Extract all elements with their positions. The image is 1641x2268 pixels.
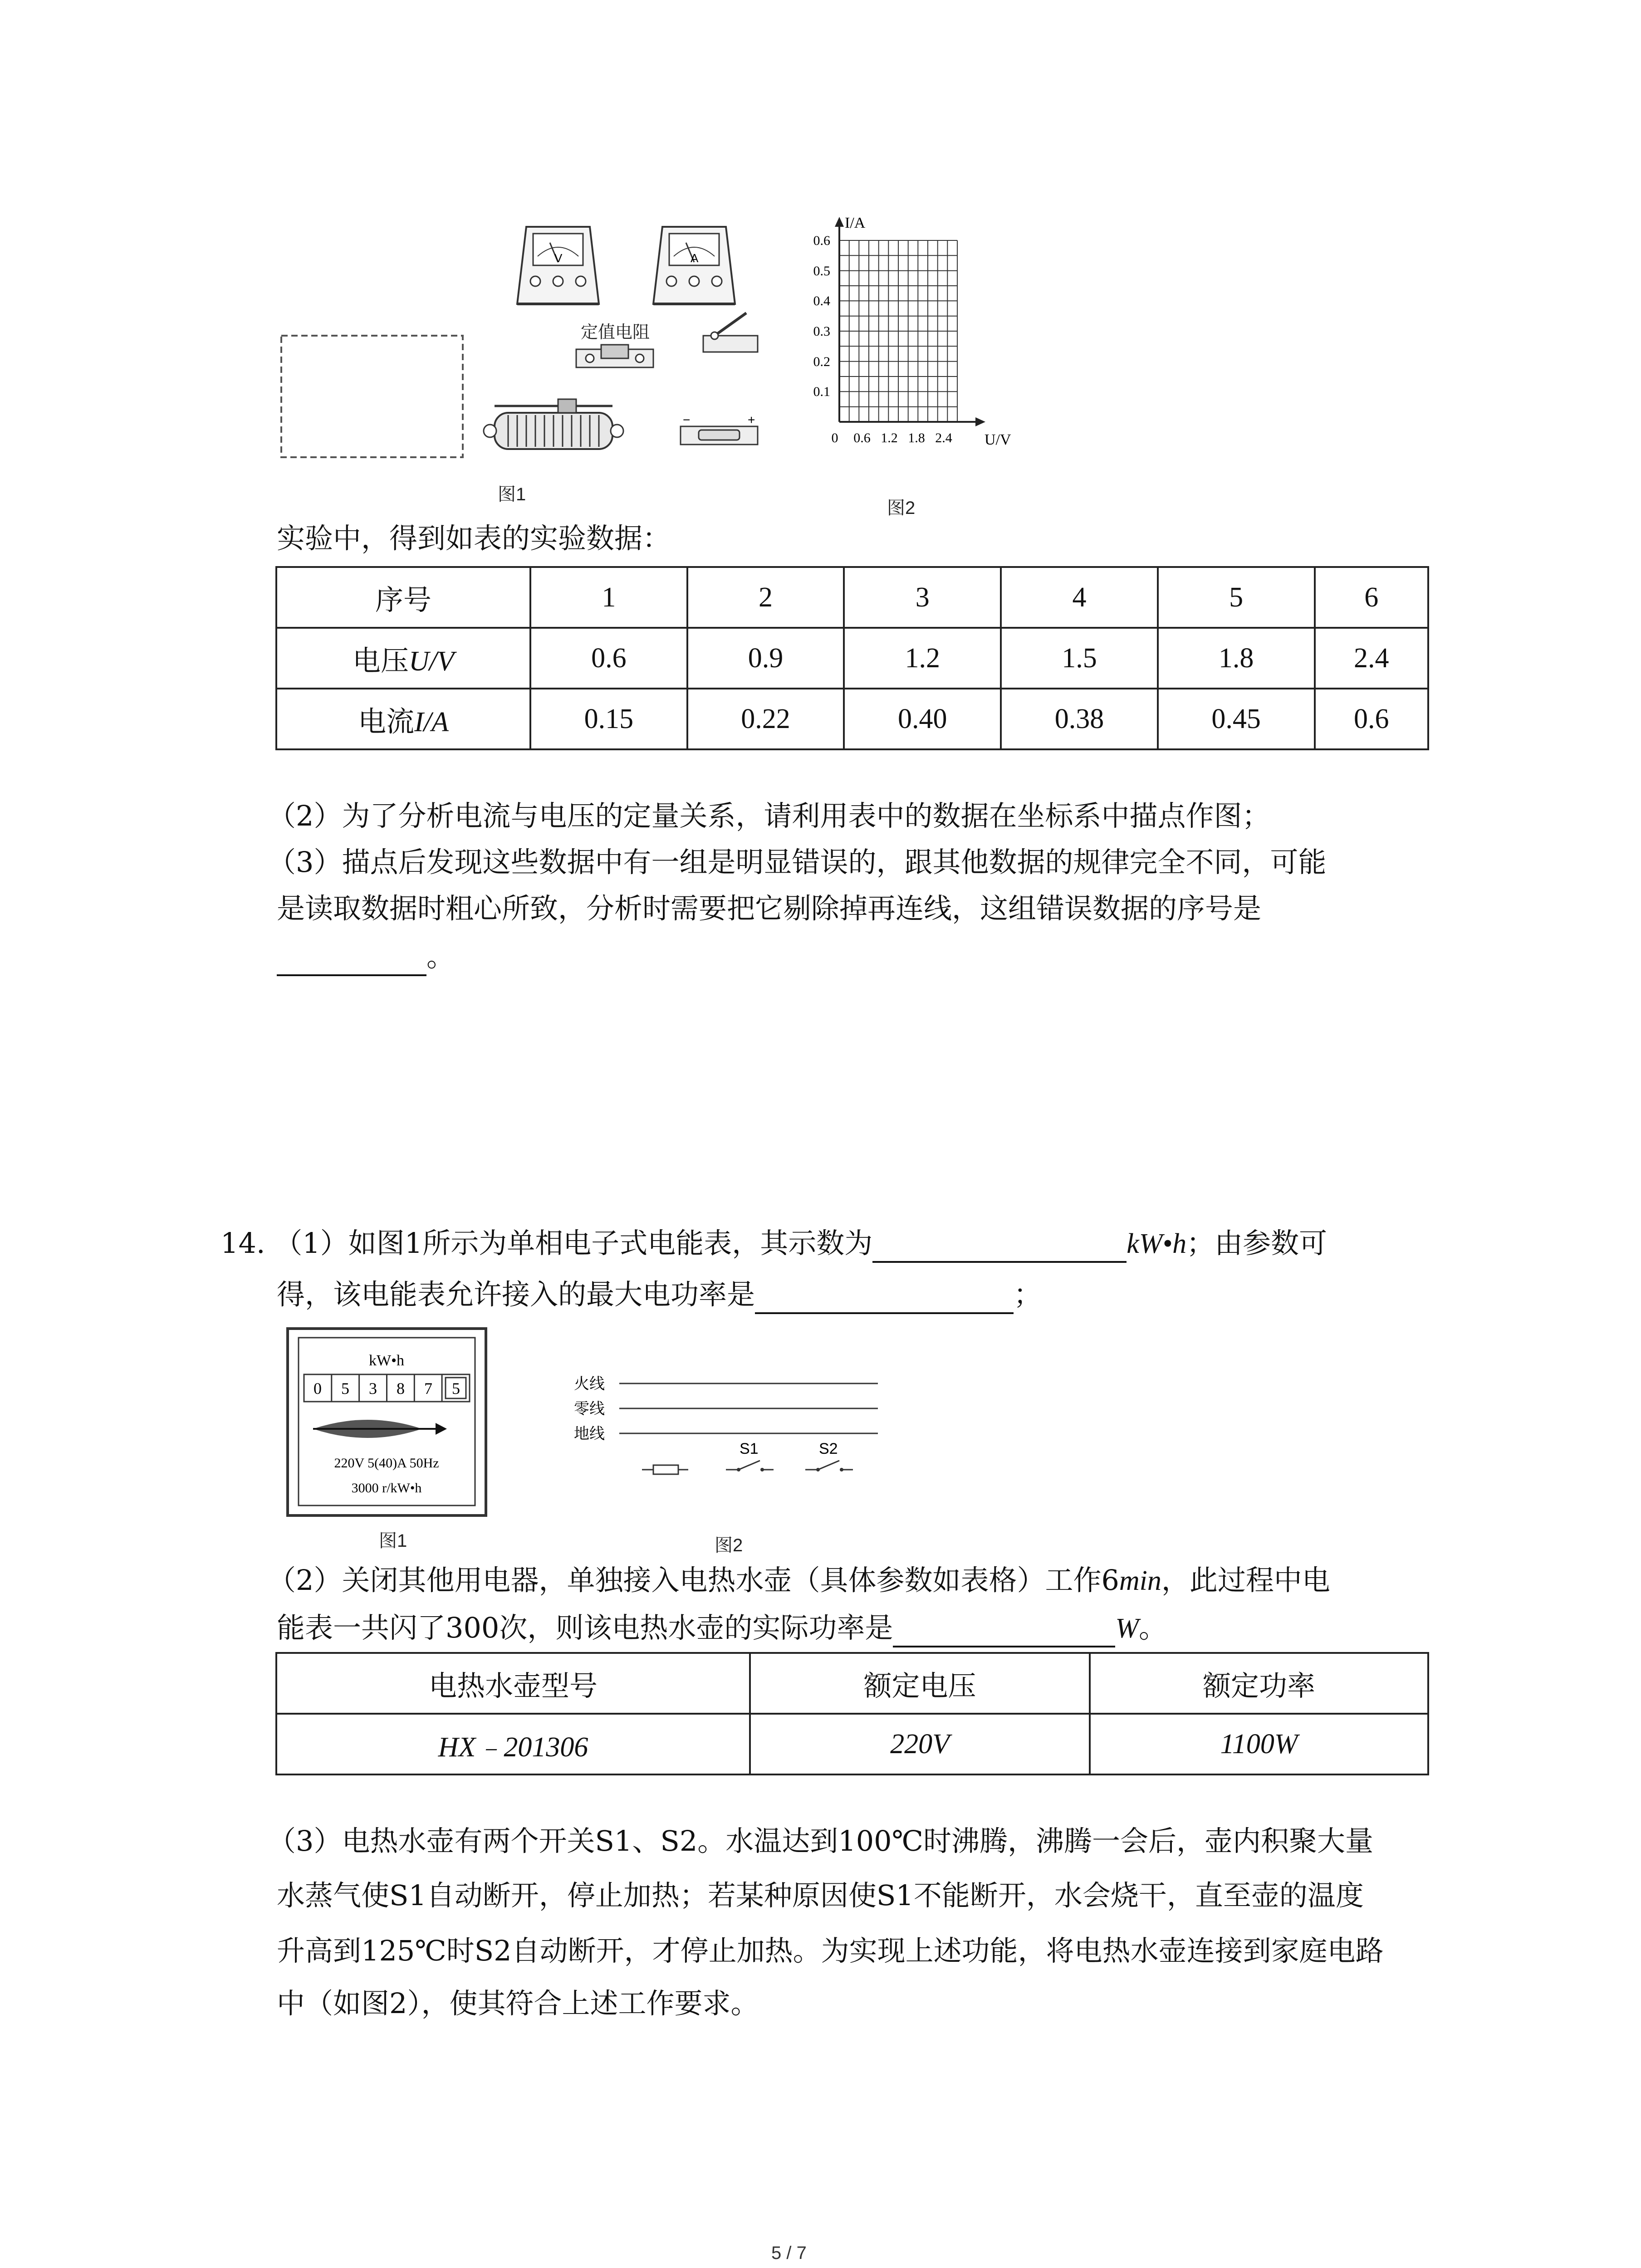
svg-text:V: V (554, 251, 563, 265)
q13-data-table (275, 566, 1429, 750)
table-cell: 1.2 (844, 628, 1001, 689)
svg-text:0.1: 0.1 (813, 384, 830, 399)
svg-text:S1: S1 (740, 1440, 759, 1457)
q14-part3-line4: 中（如图2），使其符合上述工作要求。 (277, 1987, 759, 2020)
svg-text:−: − (683, 413, 691, 427)
q14-line2: 得，该电能表允许接入的最大电功率是 ； (277, 1277, 1042, 1314)
svg-text:I/A: I/A (845, 215, 866, 231)
svg-text:+: + (748, 413, 755, 427)
table-header-cell: 电流I/A (276, 689, 530, 749)
table-cell: 1.8 (1158, 628, 1315, 689)
apparatus-figure (272, 213, 762, 517)
table-cell: 6 (1315, 567, 1428, 628)
q14-part3-line3: 升高到125℃时S2自动断开，才停止加热。为实现上述功能，将电热水壶连接到家庭电路 (277, 1934, 1384, 1967)
table-row (276, 567, 1428, 628)
table-cell: 2.4 (1315, 628, 1428, 689)
q14-part3-line1: （3）电热水壶有两个开关S1、S2。水温达到100℃时沸腾，沸腾一会后，壶内积聚大量 (268, 1824, 1373, 1857)
table-cell: HX﹣201306 (276, 1714, 750, 1774)
q14-part3-line2: 水蒸气使S1自动断开，停止加热；若某种原因使S1不能断开，水会烧干，直至壶的温度 (277, 1879, 1364, 1912)
table-cell: 1.5 (1001, 628, 1158, 689)
answer-blank[interactable] (872, 1226, 1127, 1263)
q14-part2-line2: 能表一共闪了300次，则该电热水壶的实际功率是 W。 (277, 1610, 1167, 1647)
heater-element-icon (642, 1465, 688, 1474)
svg-text:0: 0 (831, 430, 838, 445)
svg-text:7: 7 (424, 1379, 432, 1398)
question-number: 14. (220, 1227, 265, 1260)
table-cell: 1 (530, 567, 687, 628)
svg-text:0.4: 0.4 (813, 293, 830, 308)
svg-text:5: 5 (452, 1379, 460, 1398)
switch-s1-icon (726, 1440, 774, 1471)
table-cell: 0.40 (844, 689, 1001, 749)
household-circuit-drawing (569, 1365, 887, 1501)
table-row (276, 1653, 1428, 1714)
fig2-caption-top: 图2 (887, 498, 916, 518)
q13-intro: 实验中，得到如表的实验数据： (277, 522, 671, 555)
table-cell: 0.6 (1315, 689, 1428, 749)
table-cell: 5 (1158, 567, 1315, 628)
fixed-resistor-icon (576, 345, 653, 367)
answer-blank[interactable] (755, 1277, 1014, 1314)
answer-blank[interactable] (277, 939, 426, 976)
svg-text:火线: 火线 (574, 1375, 605, 1393)
svg-text:3000 r/kW•h: 3000 r/kW•h (351, 1481, 422, 1496)
energy-meter-figure (286, 1327, 488, 1517)
svg-text:定值电阻: 定值电阻 (581, 323, 650, 342)
q13-part3-line2: 是读取数据时粗心所致，分析时需要把它剔除掉再连线，这组错误数据的序号是 (277, 892, 1262, 925)
table-cell: 0.38 (1001, 689, 1158, 749)
meter-caption: 图1 (379, 1531, 407, 1551)
svg-text:2.4: 2.4 (935, 430, 952, 445)
table-header-cell: 电热水壶型号 (276, 1653, 750, 1714)
page-number: 5 / 7 (771, 2243, 807, 2263)
table-cell: 0.15 (530, 689, 687, 749)
table-header-cell: 额定功率 (1090, 1653, 1428, 1714)
table-cell: 4 (1001, 567, 1158, 628)
svg-text:3: 3 (369, 1379, 377, 1398)
table-cell: 0.45 (1158, 689, 1315, 749)
svg-text:0.5: 0.5 (813, 264, 830, 279)
battery-icon (681, 413, 758, 445)
answer-blank[interactable] (893, 1610, 1115, 1647)
q13-part2: （2）为了分析电流与电压的定量关系，请利用表中的数据在坐标系中描点作图； (268, 799, 1270, 832)
svg-text:0.6: 0.6 (853, 430, 871, 445)
apparatus-drawing (272, 213, 762, 517)
svg-text:1.2: 1.2 (881, 430, 898, 445)
svg-text:0.3: 0.3 (813, 324, 830, 339)
svg-text:220V 5(40)A 50Hz: 220V 5(40)A 50Hz (334, 1456, 439, 1471)
table-header-cell: 电压U/V (276, 628, 530, 689)
table-row (276, 628, 1428, 689)
voltmeter-icon (517, 227, 599, 304)
svg-text:0.6: 0.6 (813, 233, 830, 248)
table-header-cell: 额定电压 (750, 1653, 1090, 1714)
svg-text:零线: 零线 (574, 1400, 605, 1418)
table-cell: 220V (750, 1714, 1090, 1774)
svg-text:1.8: 1.8 (908, 430, 925, 445)
svg-text:S2: S2 (819, 1440, 838, 1457)
svg-text:kW•h: kW•h (369, 1352, 404, 1369)
circuit-diagram-box (281, 336, 463, 457)
table-row (276, 689, 1428, 749)
iu-grid-drawing (785, 209, 1039, 463)
table-cell: 2 (687, 567, 844, 628)
table-row (276, 1714, 1428, 1774)
ammeter-icon (653, 227, 735, 304)
household-circuit-figure (569, 1365, 887, 1501)
table-cell: 1100W (1090, 1714, 1428, 1774)
svg-text:5: 5 (341, 1379, 349, 1398)
circuit-caption: 图2 (715, 1535, 743, 1555)
table-cell: 0.6 (530, 628, 687, 689)
table-cell: 3 (844, 567, 1001, 628)
table-header-cell: 序号 (276, 567, 530, 628)
rheostat-icon (484, 399, 623, 449)
q13-part3-line1: （3）描点后发现这些数据中有一组是明显错误的，跟其他数据的规律完全不同，可能 (268, 846, 1327, 879)
fig1-caption-top: 图1 (498, 484, 526, 504)
svg-text:0.2: 0.2 (813, 354, 830, 369)
kettle-spec-table (275, 1652, 1429, 1775)
table-cell: 0.22 (687, 689, 844, 749)
table-cell: 0.9 (687, 628, 844, 689)
svg-text:8: 8 (397, 1379, 405, 1398)
q14-line1: 14. （1）如图1所示为单相电子式电能表，其示数为 kW•h；由参数可 (220, 1226, 1327, 1263)
svg-text:地线: 地线 (574, 1425, 605, 1442)
q14-part2-line1: （2）关闭其他用电器，单独接入电热水壶（具体参数如表格）工作6min，此过程中电 (268, 1564, 1330, 1597)
switch-s2-icon (805, 1440, 853, 1471)
svg-text:A: A (691, 251, 699, 265)
iu-grid-figure (785, 209, 1039, 463)
energy-meter-drawing (286, 1327, 488, 1517)
q13-answer-line: 。 (277, 939, 455, 976)
switch-icon (703, 313, 758, 352)
svg-text:0: 0 (314, 1379, 322, 1398)
svg-text:U/V: U/V (985, 431, 1011, 448)
